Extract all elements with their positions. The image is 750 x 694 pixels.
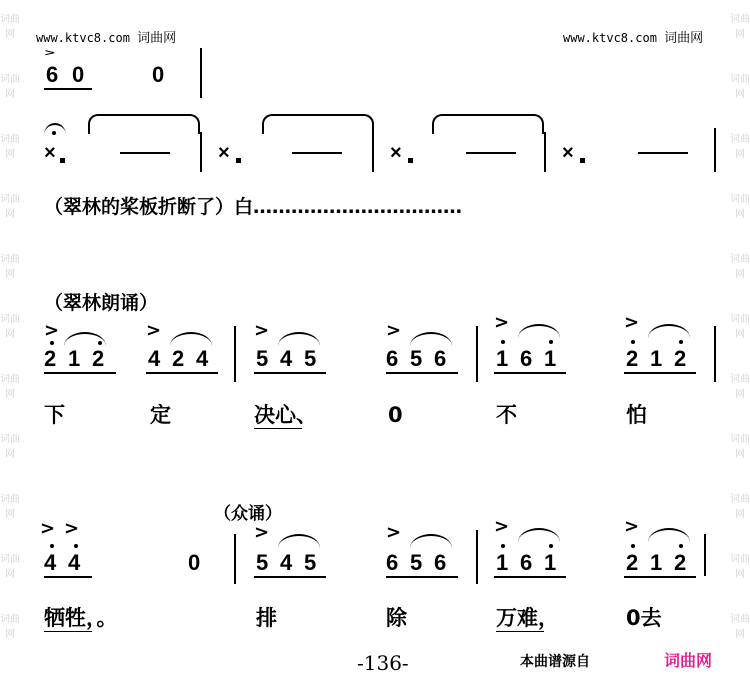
slur bbox=[518, 528, 560, 542]
note: 1 bbox=[68, 346, 81, 371]
note: 2 bbox=[674, 550, 687, 575]
repeat-bracket bbox=[432, 114, 544, 134]
cross-mark: × bbox=[390, 142, 402, 164]
bar-line bbox=[476, 326, 478, 382]
lyric: 牺牲，。 bbox=[44, 606, 118, 630]
octave-dot bbox=[50, 544, 54, 548]
octave-dot bbox=[631, 340, 635, 344]
note: 4 bbox=[44, 550, 57, 575]
watermark-char: 词曲网 bbox=[0, 254, 20, 280]
slur bbox=[278, 534, 320, 548]
bar-line bbox=[704, 534, 706, 576]
watermark-char: 词曲网 bbox=[0, 614, 20, 640]
watermark-char: 词曲网 bbox=[0, 494, 20, 520]
bar-line bbox=[544, 132, 546, 172]
note: 6 bbox=[520, 550, 533, 575]
lyric: 0 bbox=[388, 403, 403, 427]
note: 6 bbox=[434, 346, 447, 371]
lyric: 决心、 bbox=[254, 403, 317, 427]
lyric-underline bbox=[496, 631, 544, 632]
watermark-char: 词曲网 bbox=[730, 134, 750, 160]
note: 0 bbox=[188, 550, 201, 575]
note: 1 bbox=[650, 346, 663, 371]
accent-mark: > bbox=[624, 516, 640, 537]
octave-dot bbox=[501, 340, 505, 344]
watermark-char: 词曲网 bbox=[0, 74, 20, 100]
watermark-char: 词曲网 bbox=[730, 314, 750, 340]
note: 6 bbox=[46, 62, 59, 87]
watermark-site-name: 词曲网 bbox=[137, 31, 177, 46]
note: 5 bbox=[256, 550, 269, 575]
note: 0 bbox=[72, 62, 85, 87]
watermark-char: 词曲网 bbox=[730, 554, 750, 580]
lyric: 怕 bbox=[626, 403, 647, 427]
note: 2 bbox=[44, 346, 57, 371]
note: 5 bbox=[410, 550, 423, 575]
underline bbox=[146, 372, 218, 374]
underline bbox=[44, 576, 92, 578]
accent-mark: > bbox=[44, 48, 56, 58]
accent-mark: > bbox=[386, 320, 402, 341]
underline bbox=[494, 372, 566, 374]
lyric: 除 bbox=[386, 606, 407, 630]
watermark-char: 词曲网 bbox=[0, 374, 20, 400]
slur bbox=[648, 324, 690, 338]
watermark-char: 词曲网 bbox=[0, 554, 20, 580]
repeat-bracket bbox=[88, 114, 200, 134]
bar-line bbox=[234, 534, 236, 584]
underline bbox=[44, 372, 116, 374]
accent-mark: > bbox=[624, 312, 640, 333]
note: 1 bbox=[496, 346, 509, 371]
watermark-char: 词曲网 bbox=[0, 194, 20, 220]
accent-mark: > bbox=[44, 320, 60, 341]
octave-dot bbox=[74, 544, 78, 548]
page-number: -136- bbox=[357, 651, 409, 675]
bar-line bbox=[476, 530, 478, 584]
octave-dot bbox=[50, 341, 54, 345]
watermark-char: 词曲网 bbox=[730, 254, 750, 280]
accent-mark: > bbox=[494, 516, 510, 537]
accent-mark: > bbox=[254, 522, 270, 543]
watermark-char: 词曲网 bbox=[0, 134, 20, 160]
underline bbox=[254, 576, 326, 578]
note: 2 bbox=[626, 346, 639, 371]
dash bbox=[638, 152, 688, 154]
note: 5 bbox=[304, 346, 317, 371]
octave-dot bbox=[98, 341, 102, 345]
accent-mark: > bbox=[494, 312, 510, 333]
octave-dot bbox=[679, 340, 683, 344]
note: 1 bbox=[650, 550, 663, 575]
note: 6 bbox=[434, 550, 447, 575]
underline bbox=[386, 576, 458, 578]
underline bbox=[386, 372, 458, 374]
source-text: 本曲谱源自 bbox=[520, 654, 590, 670]
lyric: 下 bbox=[44, 403, 65, 427]
octave-dot bbox=[549, 544, 553, 548]
small-dot bbox=[236, 158, 241, 163]
dash bbox=[292, 152, 342, 154]
lyric: 万难， bbox=[496, 606, 559, 630]
accent-mark: > bbox=[146, 320, 162, 341]
accent-mark: > bbox=[254, 320, 270, 341]
watermark-char: 词曲网 bbox=[0, 314, 20, 340]
lyric: 排 bbox=[256, 606, 277, 630]
slur bbox=[648, 528, 690, 542]
underline bbox=[494, 576, 566, 578]
watermark-char: 词曲网 bbox=[730, 434, 750, 460]
watermark-char: 词曲网 bbox=[730, 374, 750, 400]
slur bbox=[170, 332, 212, 346]
slur bbox=[410, 332, 452, 346]
accent-mark: > bbox=[64, 518, 80, 539]
slur bbox=[278, 332, 320, 346]
note: 4 bbox=[68, 550, 81, 575]
note: 6 bbox=[386, 346, 399, 371]
source-brand-link[interactable]: 词曲网 bbox=[664, 651, 713, 670]
slur bbox=[518, 324, 560, 338]
repeat-bracket bbox=[262, 114, 374, 134]
note: 4 bbox=[280, 550, 293, 575]
note: 5 bbox=[410, 346, 423, 371]
note: 6 bbox=[520, 346, 533, 371]
bar-line bbox=[714, 326, 716, 382]
watermark-char: 词曲网 bbox=[730, 614, 750, 640]
underline bbox=[254, 372, 326, 374]
small-dot bbox=[580, 158, 585, 163]
octave-dot bbox=[679, 544, 683, 548]
note: 2 bbox=[92, 346, 105, 371]
accent-mark: > bbox=[386, 522, 402, 543]
watermark-url-right bbox=[563, 27, 703, 46]
lyric: 定 bbox=[150, 403, 171, 427]
bar-line bbox=[200, 48, 202, 98]
fermata-arc bbox=[44, 123, 66, 135]
watermark-char: 词曲网 bbox=[730, 74, 750, 100]
dash bbox=[120, 152, 170, 154]
note: 4 bbox=[196, 346, 209, 371]
note: 1 bbox=[544, 346, 557, 371]
cross-mark: × bbox=[562, 142, 574, 164]
lyric: 0去 bbox=[626, 606, 662, 630]
note: 1 bbox=[496, 550, 509, 575]
side-watermark-right bbox=[730, 0, 750, 694]
note: 2 bbox=[172, 346, 185, 371]
side-watermark-left bbox=[0, 0, 20, 694]
octave-dot bbox=[631, 544, 635, 548]
watermark-char: 词曲网 bbox=[0, 434, 20, 460]
bar-line bbox=[200, 132, 202, 172]
speech-line: （翠林的桨板折断了）白…………………………… bbox=[44, 196, 463, 218]
watermark-url-text: www.ktvc8.com bbox=[563, 31, 657, 45]
dash bbox=[466, 152, 516, 154]
recite-label: （翠林朗诵） bbox=[44, 292, 159, 314]
watermark-site-name: 词曲网 bbox=[664, 31, 704, 46]
note: 6 bbox=[386, 550, 399, 575]
underline bbox=[624, 372, 696, 374]
watermark-char: 词曲网 bbox=[0, 14, 20, 40]
crowd-label: （众诵） bbox=[214, 504, 282, 524]
cross-mark: × bbox=[44, 142, 56, 164]
note: 1 bbox=[544, 550, 557, 575]
octave-dot bbox=[549, 340, 553, 344]
underline bbox=[624, 576, 696, 578]
bar-line bbox=[714, 128, 716, 172]
cross-mark: × bbox=[218, 142, 230, 164]
accent-mark: > bbox=[40, 518, 56, 539]
watermark-char: 词曲网 bbox=[730, 194, 750, 220]
note: 2 bbox=[674, 346, 687, 371]
bar-line bbox=[372, 132, 374, 172]
lyric-underline bbox=[254, 428, 302, 429]
bar-line bbox=[234, 326, 236, 382]
underline bbox=[44, 88, 92, 90]
octave-dot bbox=[501, 544, 505, 548]
lyric-underline bbox=[44, 631, 92, 632]
watermark-char: 词曲网 bbox=[730, 14, 750, 40]
note: 4 bbox=[280, 346, 293, 371]
note: 5 bbox=[304, 550, 317, 575]
lyric: 不 bbox=[496, 403, 517, 427]
watermark-url-left bbox=[36, 27, 176, 46]
note: 5 bbox=[256, 346, 269, 371]
watermark-url-text: www.ktvc8.com bbox=[36, 31, 130, 45]
note: 0 bbox=[152, 62, 165, 87]
watermark-char: 词曲网 bbox=[730, 494, 750, 520]
small-dot bbox=[60, 158, 65, 163]
note: 4 bbox=[148, 346, 161, 371]
small-dot bbox=[408, 158, 413, 163]
note: 2 bbox=[626, 550, 639, 575]
slur bbox=[410, 534, 452, 548]
